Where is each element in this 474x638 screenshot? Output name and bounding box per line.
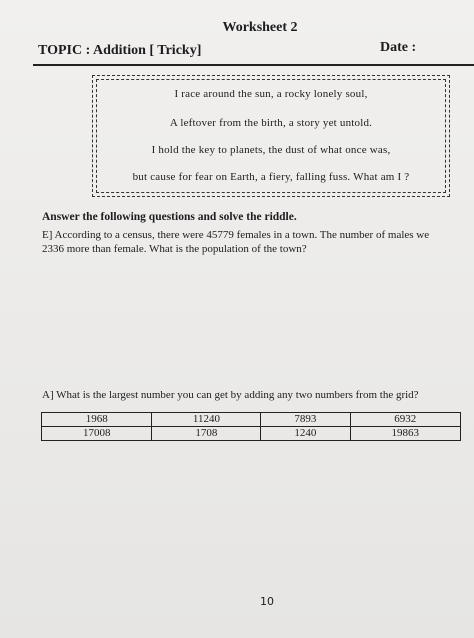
question-a: A] What is the largest number you can get by adding any two numbers from the grid? bbox=[42, 389, 419, 401]
question-e-line-1: E] According to a census, there were 45779 females in a town. The number of males we bbox=[42, 229, 430, 241]
grid-cell: 7893 bbox=[261, 413, 350, 427]
grid-cell: 11240 bbox=[152, 413, 261, 427]
grid-cell: 19863 bbox=[350, 427, 461, 441]
grid-row bbox=[42, 427, 461, 441]
riddle-line-2: A leftover from the birth, a story yet untold. bbox=[169, 117, 373, 129]
grid-cell: 1708 bbox=[152, 427, 261, 441]
worksheet-title: Worksheet 2 bbox=[222, 20, 298, 35]
date-label: Date : bbox=[380, 40, 417, 55]
riddle-inner-border bbox=[96, 79, 446, 193]
questions-heading: Answer the following questions and solve the riddle. bbox=[42, 211, 297, 223]
riddle-line-1: I race around the sun, a rocky lonely soul, bbox=[174, 88, 368, 100]
grid-cell: 17008 bbox=[42, 427, 152, 441]
number-grid bbox=[41, 412, 461, 441]
grid-cell: 1240 bbox=[261, 427, 350, 441]
grid-row bbox=[42, 413, 461, 427]
grid-cell: 1968 bbox=[42, 413, 152, 427]
question-e-line-2: 2336 more than female. What is the population of the town? bbox=[42, 243, 307, 255]
riddle-line-4: but cause for fear on Earth, a fiery, falling fuss. What am I ? bbox=[132, 171, 410, 183]
page-number: 10 bbox=[260, 595, 274, 608]
grid-cell: 6932 bbox=[350, 413, 461, 427]
riddle-line-3: I hold the key to planets, the dust of what once was, bbox=[151, 144, 391, 156]
topic-label: TOPIC : Addition [ Tricky] bbox=[38, 43, 202, 58]
riddle-box bbox=[92, 75, 450, 197]
header-divider bbox=[33, 64, 474, 66]
